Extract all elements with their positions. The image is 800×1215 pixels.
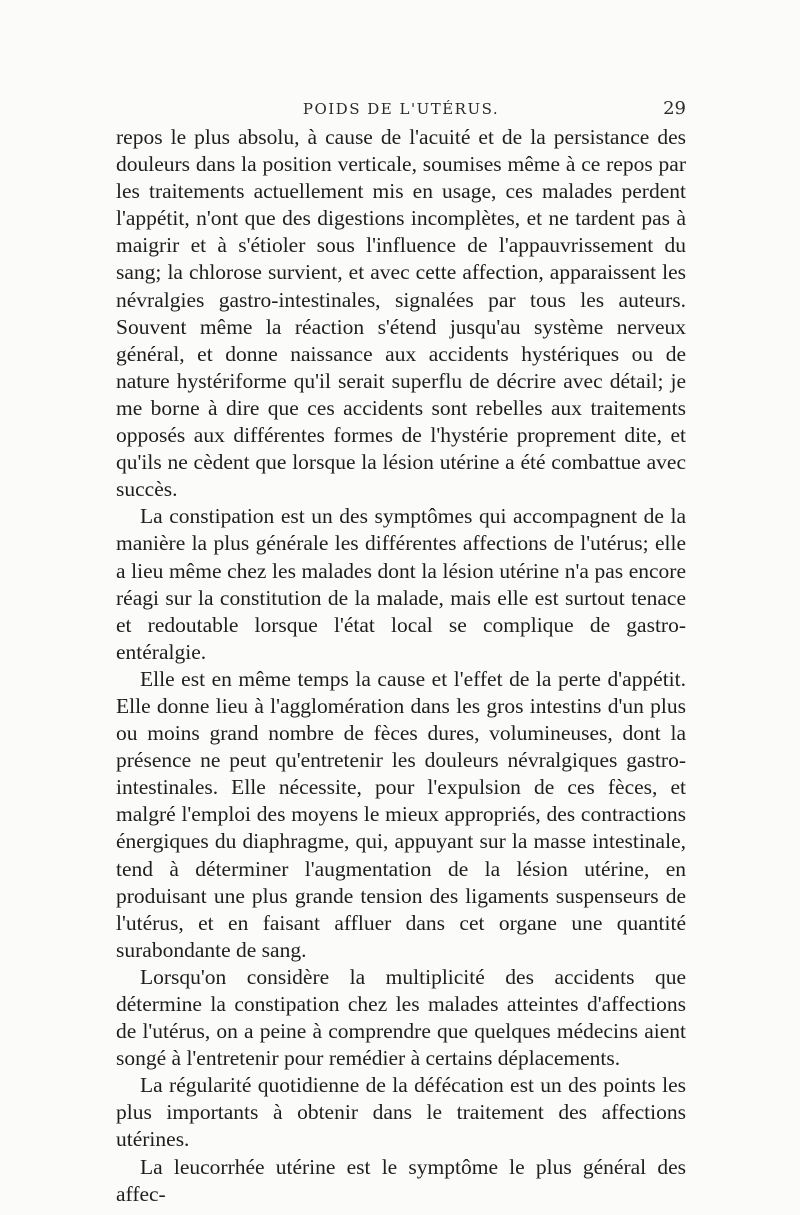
page-number: 29: [663, 98, 686, 119]
paragraph-appetite: Elle est en même temps la cause et l'effet de la perte d'appétit. Elle donne lieu à l'agglomération dans les gros intestins d'un plus ou moins grand nombre de fèces dures, volumineuses, dont la présence ne peut qu'entretenir les douleurs névralgiques gastro-intestinales. Elle nécessite, pour l'expulsion de ces fèces, et malgré l'emploi des moyens le mieux appropriés, des contractions énergiques du diaphragme, qui, appuyant sur la masse intestinale, tend à déterminer l'augmentation de la lésion utérine, en produisant une plus grande tension des ligaments suspenseurs de l'utérus, et en faisant affluer dans cet organe une quantité surabondante de sang.: [116, 666, 686, 962]
paragraph-continuation: repos le plus absolu, à cause de l'acuité et de la persistance des douleurs dans la position verticale, soumises même à ce repos par les traitements actuellement mis en usage, ces malades perdent l'appétit, n'ont que des digestions incomplètes, et ne tardent pas à maigrir et à s'étioler sous l'influence de l'appauvrissement du sang; la chlorose survient, et avec cette affection, apparaissent les névralgies gastro-intestinales, signalées par tous les auteurs. Souvent même la réaction s'étend jusqu'au système nerveux général, et donne naissance aux accidents hystériques ou de nature hystériforme qu'il serait superflu de décrire avec détail; je me borne à dire que ces accidents sont rebelles aux traitements opposés aux différentes formes de l'hystérie proprement dite, et qu'ils ne cèdent que lorsque la lésion utérine a été combattue avec succès.: [116, 125, 686, 502]
paragraph-regularity: La régularité quotidienne de la défécation est un des points les plus importants à obtenir dans le traitement des affections utérines.: [116, 1073, 686, 1152]
paragraph-multiplicity: Lorsqu'on considère la multiplicité des accidents que détermine la constipation chez les malades atteintes d'affections de l'utérus, on a peine à comprendre que quelques médecins aient songé à l'entretenir pour remédier à certains déplacements.: [116, 964, 686, 1071]
running-title: POIDS DE L'UTÉRUS.: [302, 100, 500, 118]
body-text: [116, 124, 686, 1208]
paragraph-constipation: La constipation est un des symptômes qui accompagnent de la manière la plus générale les différentes affections de l'utérus; elle a lieu même chez les malades dont la lésion utérine n'a pas encore réagi sur la constitution de la malade, mais elle est surtout tenace et redoutable lorsque l'état local se complique de gastro-entéralgie.: [116, 504, 686, 664]
paragraph-leucorrhea: La leucorrhée utérine est le symptôme le plus général des affec-: [116, 1154, 686, 1206]
